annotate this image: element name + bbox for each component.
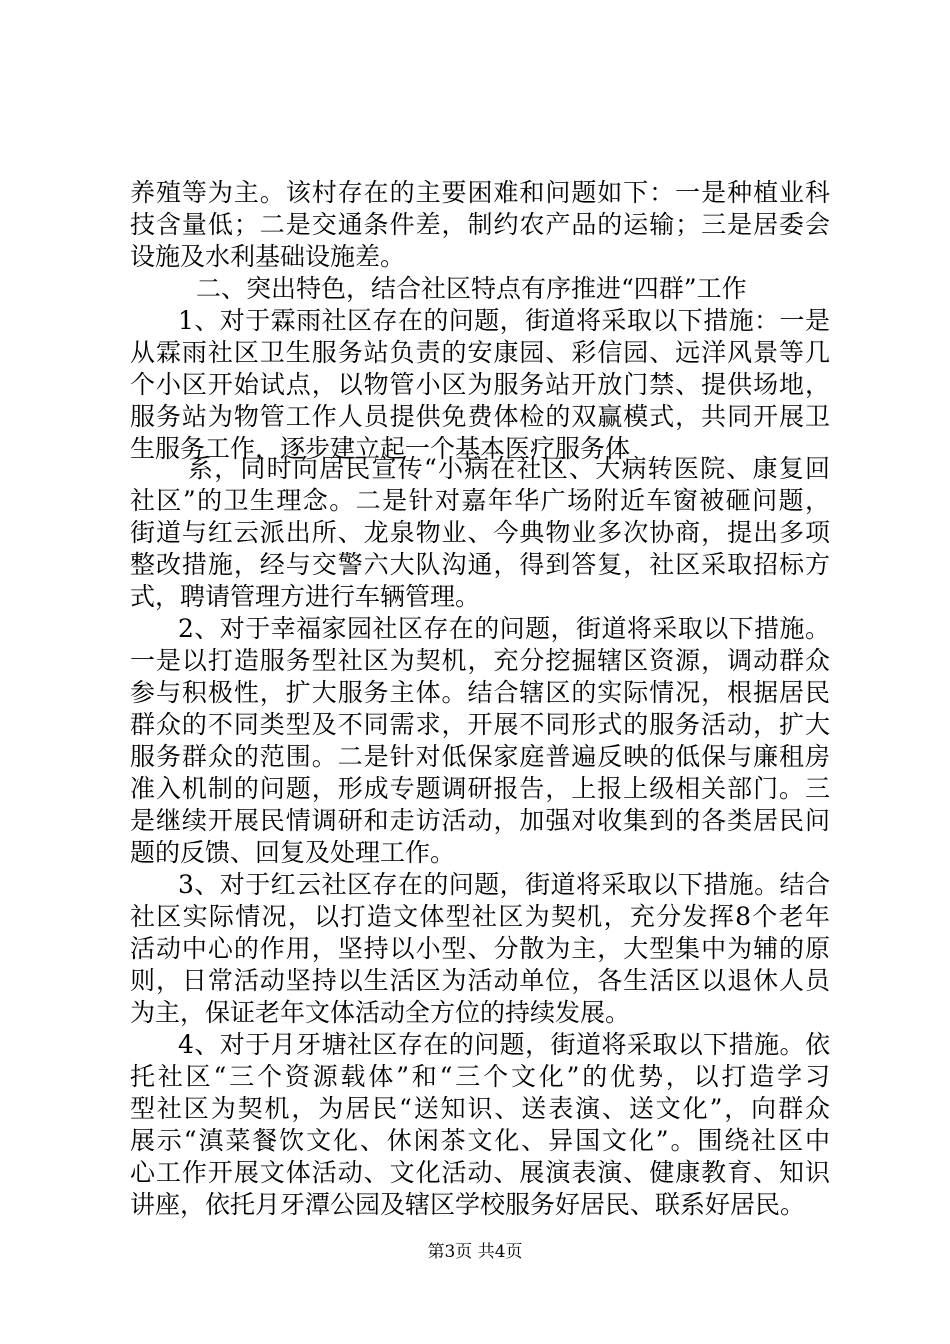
text-line: 社区实际情况，以打造文体型社区为契机，充分发挥8个老年 bbox=[130, 902, 830, 931]
text-line: 社区”的卫生理念。二是针对嘉年华广场附近车窗被砸问题， bbox=[130, 486, 830, 515]
text-line: 参与积极性，扩大服务主体。结合辖区的实际情况，根据居民 bbox=[130, 678, 830, 707]
text-line: 系，同时向居民宣传“小病在社区、大病转医院、康复回 bbox=[188, 454, 830, 483]
page-number-footer: 第3页 共4页 bbox=[427, 1242, 523, 1262]
text-line: 讲座，依托月牙潭公园及辖区学校服务好居民、联系好居民。 bbox=[130, 1190, 806, 1219]
text-line: 展示“滇菜餐饮文化、休闲茶文化、异国文化”。围绕社区中 bbox=[130, 1126, 830, 1155]
text-line: 型社区为契机，为居民“送知识、送表演、送文化”，向群众 bbox=[130, 1094, 830, 1123]
text-line: 技含量低；二是交通条件差，制约农产品的运输；三是居委会 bbox=[130, 210, 830, 239]
text-line: 整改措施，经与交警六大队沟通，得到答复，社区采取招标方 bbox=[130, 550, 830, 579]
text-line: 设施及水利基础设施差。 bbox=[130, 242, 406, 271]
text-line: 1、对于霖雨社区存在的问题，街道将采取以下措施：一是 bbox=[178, 306, 830, 335]
text-line: 为主，保证老年文体活动全方位的持续发展。 bbox=[130, 998, 631, 1027]
text-line: 托社区“三个资源载体”和“三个文化”的优势，以打造学习 bbox=[130, 1062, 830, 1091]
text-line: 4、对于月牙塘社区存在的问题，街道将采取以下措施。依 bbox=[178, 1030, 830, 1059]
text-line: 2、对于幸福家园社区存在的问题，街道将采取以下措施。 bbox=[178, 614, 830, 643]
text-line: 服务群众的范围。二是针对低保家庭普遍反映的低保与廉租房 bbox=[130, 742, 830, 771]
text-line: 则，日常活动坚持以生活区为活动单位，各生活区以退休人员 bbox=[130, 966, 830, 995]
text-line: 3、对于红云社区存在的问题，街道将采取以下措施。结合 bbox=[178, 870, 830, 899]
text-line: 从霖雨社区卫生服务站负责的安康园、彩信园、远洋风景等几 bbox=[130, 338, 830, 367]
text-line: 群众的不同类型及不同需求，开展不同形式的服务活动，扩大 bbox=[130, 710, 830, 739]
text-line: 一是以打造服务型社区为契机，充分挖掘辖区资源，调动群众 bbox=[130, 646, 830, 675]
text-line: 养殖等为主。该村存在的主要困难和问题如下：一是种植业科 bbox=[130, 178, 830, 207]
text-line: 服务站为物管工作人员提供免费体检的双赢模式，共同开展卫 bbox=[130, 402, 830, 431]
text-line: 准入机制的问题，形成专题调研报告，上报上级相关部门。三 bbox=[130, 774, 830, 803]
text-line: 是继续开展民情调研和走访活动，加强对收集到的各类居民问 bbox=[130, 806, 830, 835]
text-line: 个小区开始试点，以物管小区为服务站开放门禁、提供场地， bbox=[130, 370, 830, 399]
text-line: 式，聘请管理方进行车辆管理。 bbox=[130, 582, 481, 611]
text-line: 活动中心的作用，坚持以小型、分散为主，大型集中为辅的原 bbox=[130, 934, 830, 963]
text-line: 心工作开展文体活动、文化活动、展演表演、健康教育、知识 bbox=[130, 1158, 830, 1187]
section-heading: 二、突出特色，结合社区特点有序推进“四群”工作 bbox=[196, 274, 747, 303]
text-line: 题的反馈、回复及处理工作。 bbox=[130, 838, 456, 867]
text-line: 生服务工作，逐步建立起一个基本医疗服务体 bbox=[130, 434, 631, 463]
text-line: 街道与红云派出所、龙泉物业、今典物业多次协商，提出多项 bbox=[130, 518, 830, 547]
